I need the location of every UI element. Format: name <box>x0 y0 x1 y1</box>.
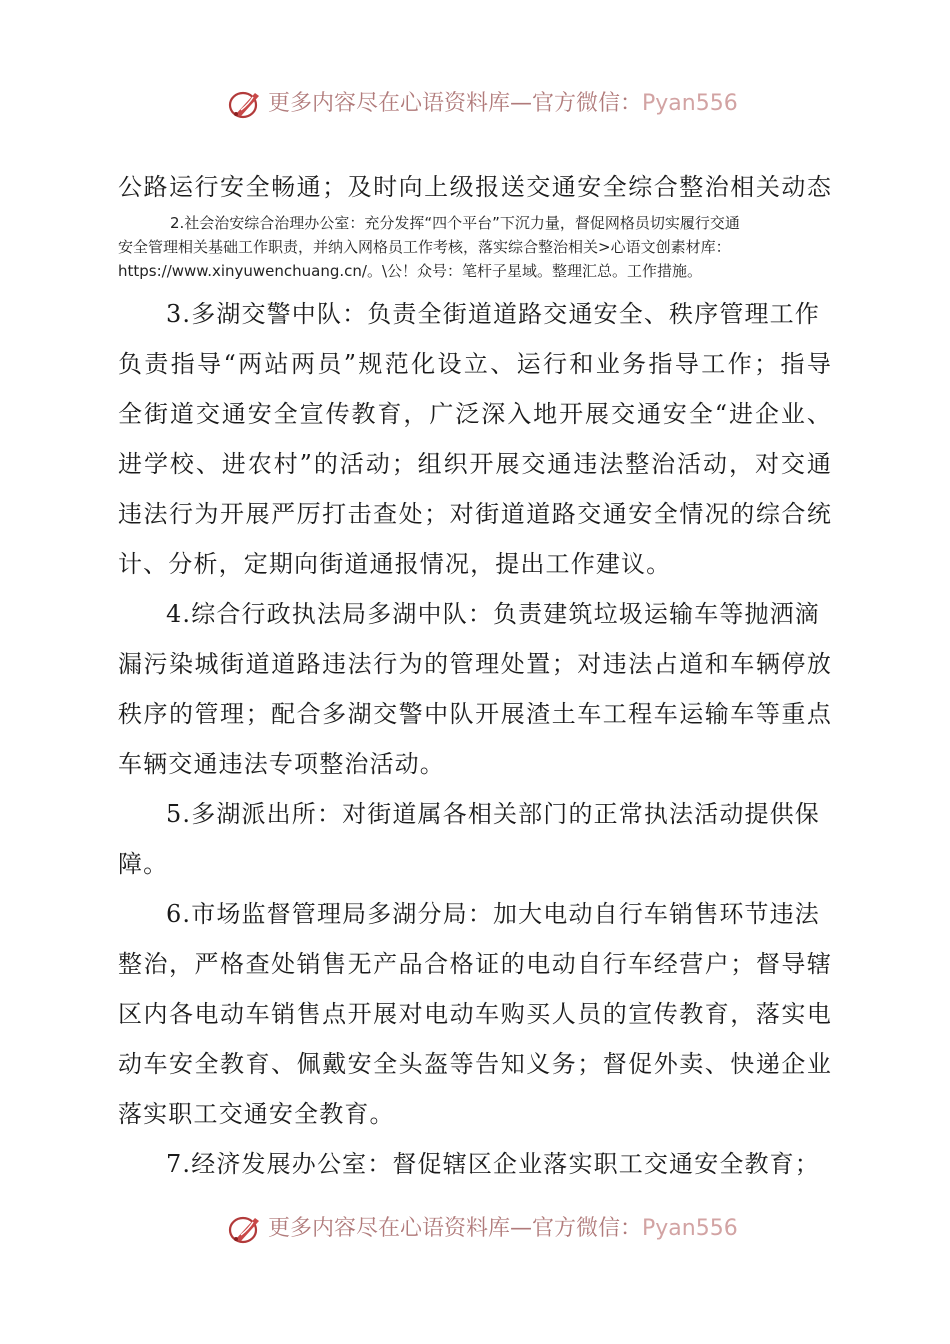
text-line: 漏污染城街道道路违法行为的管理处置；对违法占道和车辆停放 <box>118 650 832 678</box>
text-line: 计、分析，定期向街道通报情况，提出工作建议。 <box>118 550 672 578</box>
text-line: 4.综合行政执法局多湖中队：负责建筑垃圾运输车等抛洒滴 <box>166 600 820 628</box>
text-line: 秩序的管理；配合多湖交警中队开展渣土车工程车运输车等重点 <box>118 700 832 728</box>
small-text-line: 2.社会治安综合治理办公室：充分发挥“四个平台”下沉力量，督促网格员切实履行交通 <box>170 214 740 232</box>
text-line: 3.多湖交警中队：负责全街道道路交通安全、秩序管理工作 <box>166 300 820 328</box>
text-line: 整治，严格查处销售无产品合格证的电动自行车经营户；督导辖 <box>118 950 832 978</box>
text-line: 车辆交通违法专项整治活动。 <box>118 750 445 778</box>
text-line: 全街道交通安全宣传教育，广泛深入地开展交通安全“进企业、 <box>118 400 832 428</box>
header-watermark-banner <box>0 84 950 124</box>
watermark-text: 更多内容尽在心语资料库—官方微信：Pyan556 <box>268 1216 738 1241</box>
small-text-line: 安全管理相关基础工作职责，并纳入网格员工作考核，落实综合整治相关>心语文创素材库： <box>118 238 731 256</box>
text-line: 公路运行安全畅通；及时向上级报送交通安全综合整治相关动态 <box>118 173 832 201</box>
text-line: 违法行为开展严厉打击查处；对街道道路交通安全情况的综合统 <box>118 500 832 528</box>
text-line: 进学校、进农村”的活动；组织开展交通违法整治活动，对交通 <box>118 450 832 478</box>
text-line: 负责指导“两站两员”规范化设立、运行和业务指导工作；指导 <box>118 350 832 378</box>
watermark-text: 更多内容尽在心语资料库—官方微信：Pyan556 <box>268 91 738 116</box>
text-line: 动车安全教育、佩戴安全头盔等告知义务；督促外卖、快递企业 <box>118 1050 832 1078</box>
pen-nib-icon <box>228 88 262 120</box>
text-line: 6.市场监督管理局多湖分局：加大电动自行车销售环节违法 <box>166 900 820 928</box>
text-line: 7.经济发展办公室：督促辖区企业落实职工交通安全教育； <box>166 1150 820 1178</box>
text-line: 落实职工交通安全教育。 <box>118 1100 395 1128</box>
text-line: 区内各电动车销售点开展对电动车购买人员的宣传教育，落实电 <box>118 1000 832 1028</box>
pen-nib-icon <box>228 1213 262 1245</box>
footer-watermark-banner <box>0 1209 950 1249</box>
text-line: 5.多湖派出所：对街道属各相关部门的正常执法活动提供保 <box>166 800 820 828</box>
text-line: 障。 <box>118 850 169 878</box>
small-text-line: https://www.xinyuwenchuang.cn/。\公！众号：笔杆子星域。整理汇总。工作措施。 <box>118 262 703 280</box>
